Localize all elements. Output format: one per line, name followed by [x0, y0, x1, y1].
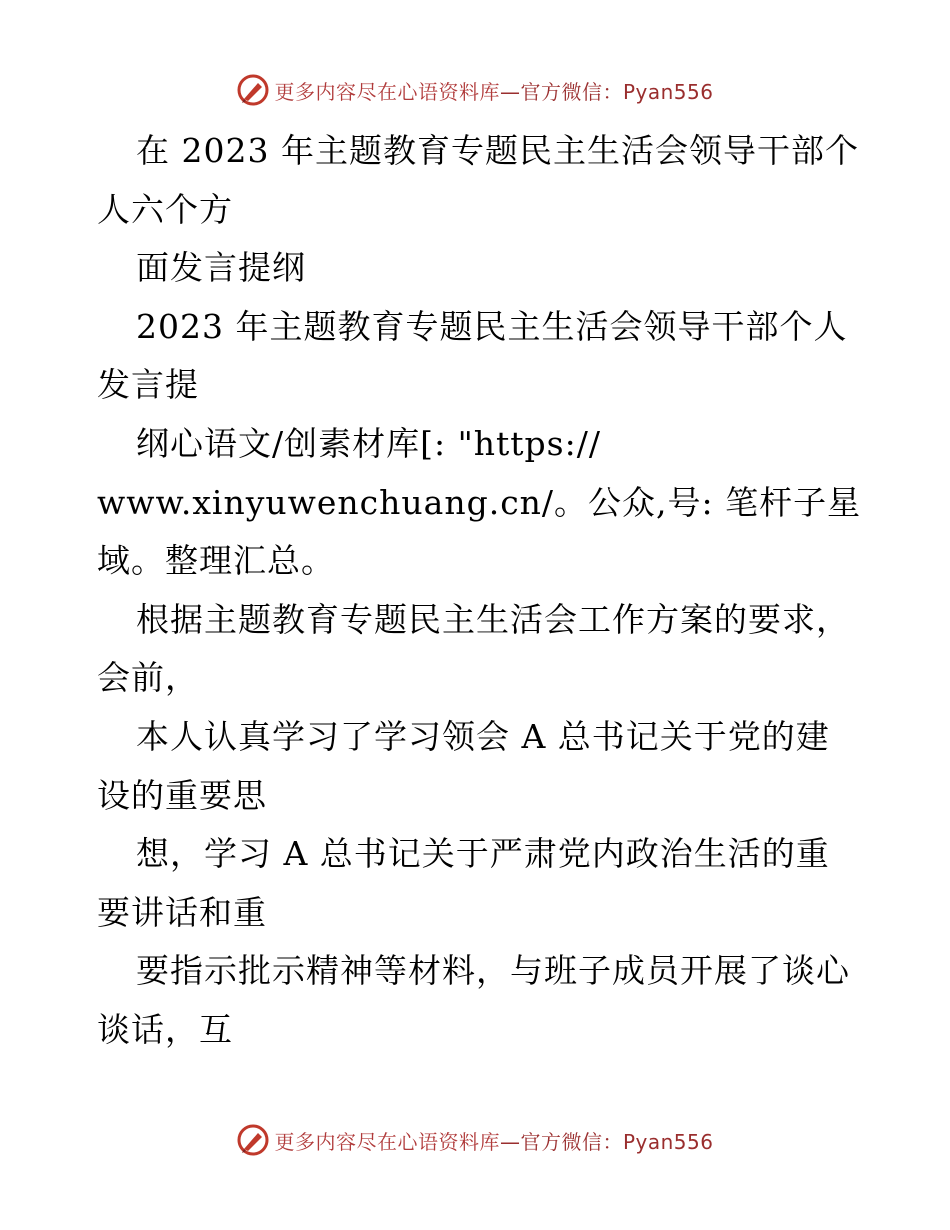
pen-logo-icon	[236, 73, 270, 107]
body-line: 纲心语文/创素材库[: "https://	[136, 423, 601, 463]
header-banner-wechat: —官方微信：Pyan556	[499, 79, 714, 104]
footer-banner-text	[274, 1126, 713, 1155]
body-line: www.xinyuwenchuang.cn/。公众,号: 笔杆子星	[97, 482, 862, 522]
body-line: 在 2023 年主题教育专题民主生活会领导干部个	[136, 131, 859, 170]
body-line: 本人认真学习了学习领会 A 总书记关于党的建	[136, 716, 830, 756]
body-line: 想，学习 A 总书记关于严肃党内政治生活的重	[136, 834, 830, 874]
body-line: 会前，	[97, 658, 199, 698]
body-line: 域。整理汇总。	[97, 541, 335, 581]
footer-banner-wechat: —官方微信：Pyan556	[499, 1129, 714, 1154]
body-line: 人六个方	[97, 189, 233, 229]
body-line: 根据主题教育专题民主生活会工作方案的要求，	[136, 599, 850, 639]
body-line: 要讲话和重	[97, 892, 267, 932]
body-line: 2023 年主题教育专题民主生活会领导干部个人	[136, 306, 848, 346]
header-banner-text	[274, 76, 713, 105]
header-banner-title: 更多内容尽在心语资料库	[274, 79, 500, 104]
document-body	[97, 122, 877, 1060]
body-line: 谈话，互	[97, 1009, 233, 1049]
body-line: 设的重要思	[97, 775, 267, 815]
footer-banner	[0, 1120, 950, 1160]
header-banner	[0, 70, 950, 110]
footer-banner-title: 更多内容尽在心语资料库	[274, 1129, 500, 1154]
body-line: 要指示批示精神等材料，与班子成员开展了谈心	[136, 951, 850, 991]
pen-logo-icon	[236, 1123, 270, 1157]
body-line: 面发言提纲	[136, 248, 306, 288]
body-line: 发言提	[97, 365, 199, 405]
